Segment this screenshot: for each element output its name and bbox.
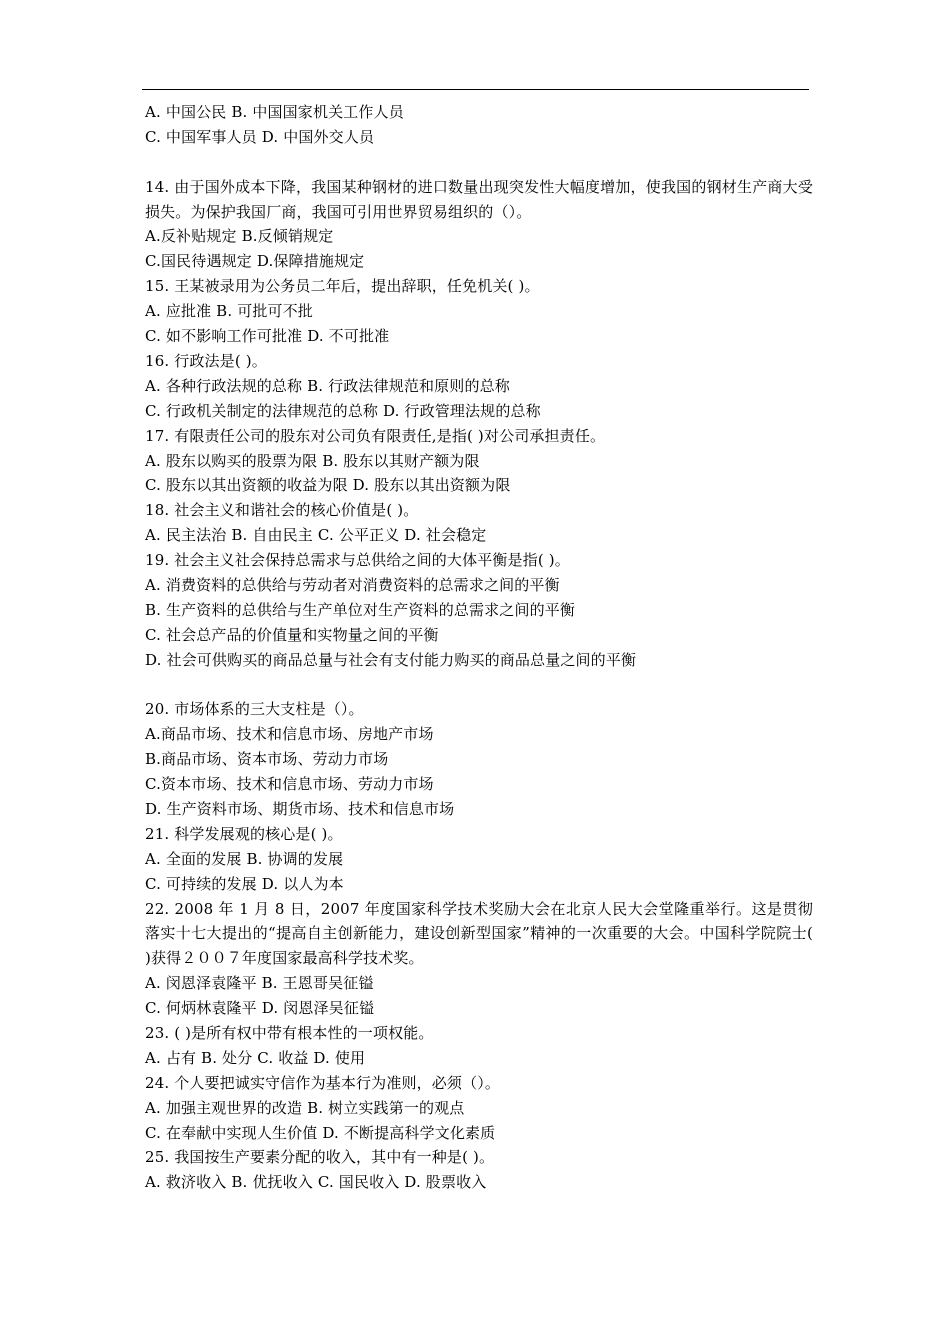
text-line: B.商品市场、资本市场、劳动力市场	[145, 750, 389, 769]
header-rule	[142, 89, 809, 90]
text-line: B. 生产资料的总供给与生产单位对生产资料的总需求之间的平衡	[145, 600, 576, 619]
question-15: 15. 王某被录用为公务员二年后，提出辞职，任免机关( )。	[145, 277, 540, 296]
question-24: 24. 个人要把诚实守信作为基本行为准则，必须（）。	[145, 1073, 501, 1092]
blank-line	[145, 150, 813, 175]
text-line: A.反补贴规定 B.反倾销规定	[145, 227, 334, 246]
question-14: 14. 由于国外成本下降，我国某种钢材的进口数量出现突发性大幅度增加，使我国的钢材生产商大受损失。为保护我国厂商，我国可引用世界贸易组织的（）。	[145, 177, 813, 221]
question-20: 20. 市场体系的三大支柱是（）。	[145, 700, 364, 719]
text-line: C. 如不影响工作可批准 D. 不可批准	[145, 327, 390, 346]
text-line: C. 何炳林袁隆平 D. 闵恩泽吴征镒	[145, 999, 375, 1018]
text-line: C. 社会总产品的价值量和实物量之间的平衡	[145, 625, 439, 644]
question-25: 25. 我国按生产要素分配的收入，其中有一种是( )。	[145, 1148, 495, 1167]
question-23: 23. ( )是所有权中带有根本性的一项权能。	[145, 1024, 434, 1043]
question-17: 17. 有限责任公司的股东对公司负有限责任,是指( )对公司承担责任。	[145, 426, 606, 445]
text-line: D. 生产资料市场、期货市场、技术和信息市场	[145, 799, 455, 818]
text-line: C.资本市场、技术和信息市场、劳动力市场	[145, 775, 434, 794]
text-line: A. 救济收入 B. 优抚收入 C. 国民收入 D. 股票收入	[145, 1173, 487, 1192]
text-line: D. 社会可供购买的商品总量与社会有支付能力购买的商品总量之间的平衡	[145, 650, 637, 669]
text-line: A. 闵恩泽袁隆平 B. 王恩哥吴征镒	[145, 974, 374, 993]
text-line: A. 消费资料的总供给与劳动者对消费资料的总需求之间的平衡	[145, 575, 560, 594]
text-line: C. 在奉献中实现人生价值 D. 不断提高科学文化素质	[145, 1123, 496, 1142]
text-line: A. 中国公民 B. 中国国家机关工作人员	[145, 103, 404, 121]
question-18: 18. 社会主义和谐社会的核心价值是( )。	[145, 501, 419, 520]
text-line: A.商品市场、技术和信息市场、房地产市场	[145, 725, 434, 744]
document-body	[145, 100, 813, 1195]
question-21: 21. 科学发展观的核心是( )。	[145, 824, 343, 843]
text-line: A. 民主法治 B. 自由民主 C. 公平正义 D. 社会稳定	[145, 526, 487, 545]
text-line: A. 加强主观世界的改造 B. 树立实践第一的观点	[145, 1098, 465, 1117]
text-line: A. 各种行政法规的总称 B. 行政法律规范和原则的总称	[145, 376, 510, 395]
question-22: 22. 2008 年 1 月 8 日，2007 年度国家科学技术奖励大会在北京人民大会堂隆重举行。这是贯彻落实十七大提出的“提高自主创新能力，建设创新型国家”精神的一次重要的大会。中国科学院院士( )获得２００７年度国家最高科学技术奖。	[145, 899, 813, 968]
blank-line	[145, 673, 813, 698]
text-line: A. 应批准 B. 可批可不批	[145, 302, 313, 321]
text-line: A. 股东以购买的股票为限 B. 股东以其财产额为限	[145, 451, 480, 470]
text-line: C.国民待遇规定 D.保障措施规定	[145, 252, 365, 271]
text-line: C. 股东以其出资额的收益为限 D. 股东以其出资额为限	[145, 476, 511, 495]
text-line: A. 占有 B. 处分 C. 收益 D. 使用	[145, 1048, 366, 1067]
text-line: C. 可持续的发展 D. 以人为本	[145, 874, 344, 893]
text-line: C. 中国军事人员 D. 中国外交人员	[145, 127, 375, 146]
question-16: 16. 行政法是( )。	[145, 351, 267, 370]
text-line: C. 行政机关制定的法律规范的总称 D. 行政管理法规的总称	[145, 401, 541, 420]
question-19: 19. 社会主义社会保持总需求与总供给之间的大体平衡是指( )。	[145, 551, 570, 570]
text-line: A. 全面的发展 B. 协调的发展	[145, 849, 344, 868]
